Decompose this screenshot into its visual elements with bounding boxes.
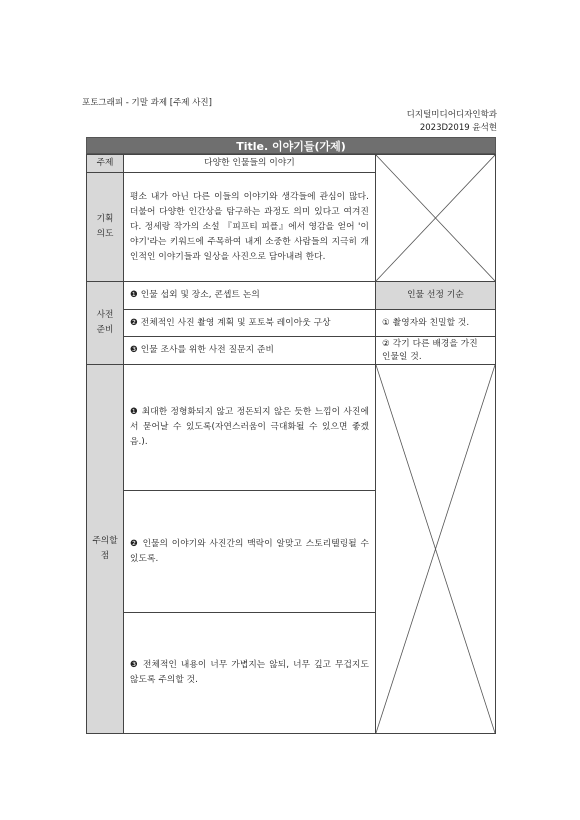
photo-placeholder-bottom <box>375 364 496 734</box>
criteria-item-2: ② 각기 다른 배경을 가진 인물일 것. <box>375 336 496 365</box>
intent-value: 평소 내가 아닌 다른 이들의 이야기와 생각들에 관심이 많다. 더불어 다양한 인간상을 탐구하는 과정도 의미 있다고 여겨진다. 정세랑 작가의 소설 『피프티 피플』에서 영감을 얻어 '이야기'라는 키워드에 주목하여 내게 소중한 사람들의 지극히 개인적인 이야기들과 일상을 사진으로 담아내려 한다. <box>123 172 376 282</box>
prep-item-1: ❶ 인물 섭외 및 장소, 콘셉트 논의 <box>123 281 376 310</box>
criteria-item-1: ① 촬영자와 친밀할 것. <box>375 309 496 337</box>
intent-label: 기획 의도 <box>86 172 124 282</box>
document-title: Title. 이야기들(가제) <box>86 137 496 154</box>
caution-item-3: ❸ 전체적인 내용이 너무 가볍지는 않되, 너무 깊고 무겁지도 않도록 주의할 것. <box>123 612 376 734</box>
crossed-box-icon <box>376 155 495 281</box>
caution-label: 주의할 점 <box>86 364 124 734</box>
caution-item-1: ❶ 최대한 정형화되지 않고 정돈되지 않은 듯한 느낌이 사진에서 묻어날 수 있도록(자연스러움이 극대화될 수 있으면 좋겠음.). <box>123 364 376 491</box>
criteria-title: 인물 선정 기순 <box>375 281 496 310</box>
photo-placeholder-top <box>375 154 496 282</box>
author-block <box>407 109 497 135</box>
course-header: 포토그래피 - 기말 과제 [주제 사진] <box>82 98 212 108</box>
caution-item-2: ❷ 인물의 이야기와 사진간의 맥락이 알맞고 스토리텔링될 수 있도록. <box>123 490 376 613</box>
prep-item-2: ❷ 전체적인 사진 촬영 계획 및 포토북 레이아웃 구상 <box>123 309 376 337</box>
crossed-box-icon <box>376 365 495 733</box>
topic-label: 주제 <box>86 154 124 173</box>
department: 디지털미디어디자인학과 <box>406 110 497 120</box>
topic-value: 다양한 인물들의 이야기 <box>123 154 376 173</box>
prep-label: 사전 준비 <box>86 281 124 365</box>
prep-item-3: ❸ 인물 조사를 위한 사전 질문지 준비 <box>123 336 376 365</box>
student-id-name: 2023D2019 윤석현 <box>419 123 497 133</box>
